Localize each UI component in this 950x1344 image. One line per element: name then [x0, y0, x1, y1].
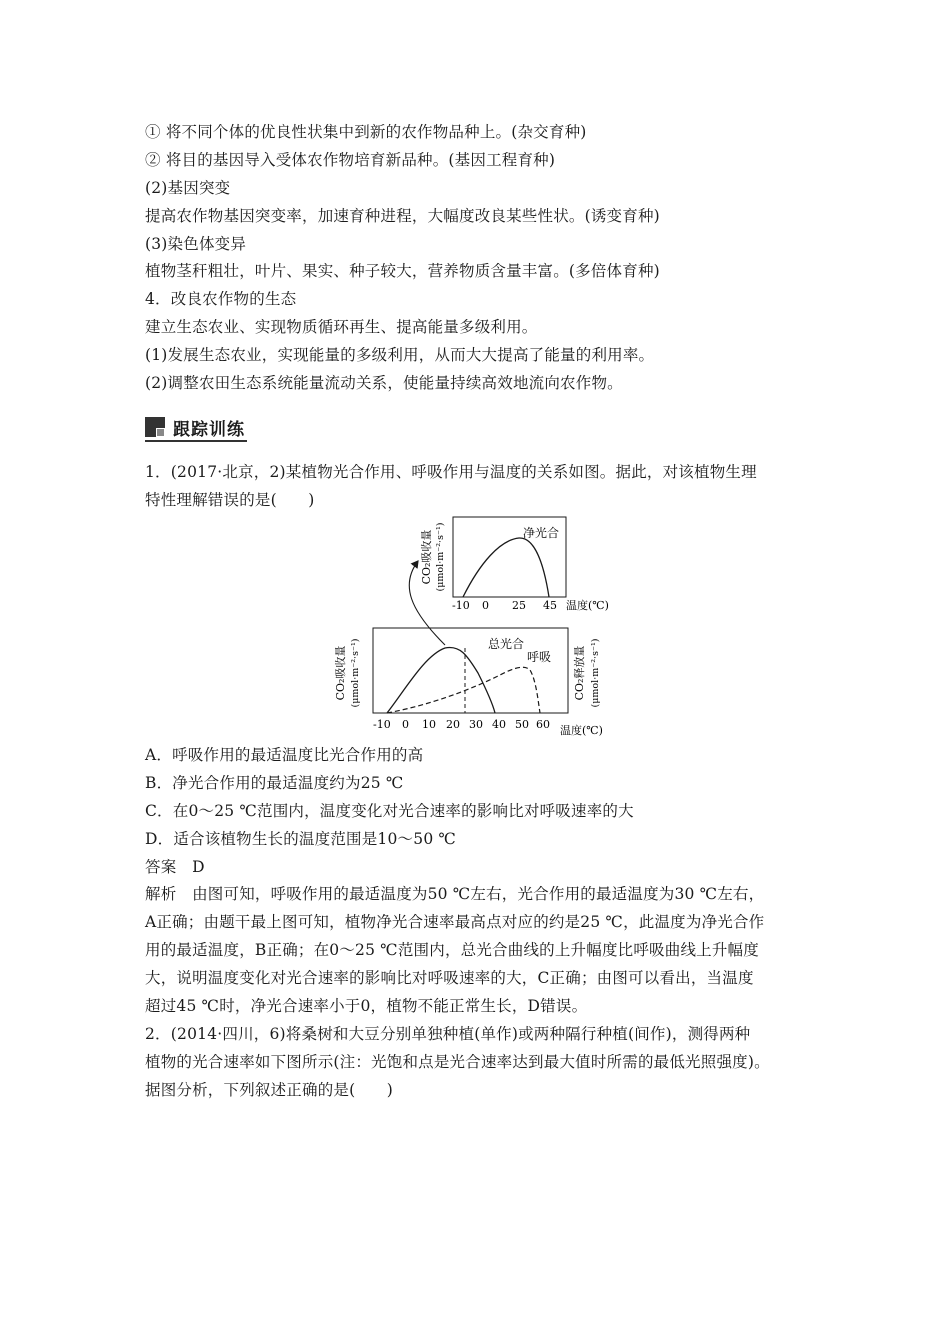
top-chart-yunit: (μmol·m⁻²·s⁻¹)	[435, 522, 446, 592]
intro-line: ② 将目的基因导入受体农作物培育新品种。(基因工程育种)	[145, 151, 556, 169]
bottom-chart-frame	[373, 628, 568, 713]
q1-answer: 答案 D	[145, 858, 205, 876]
bottom-xtick: 10	[422, 718, 436, 731]
bottom-xtick: 20	[446, 718, 460, 731]
intro-line: 植物茎秆粗壮，叶片、果实、种子较大，营养物质含量丰富。(多倍体育种)	[145, 262, 660, 280]
bottom-xtick: 60	[536, 718, 550, 731]
top-chart-xlabel: 温度(℃)	[566, 599, 609, 612]
section-heading	[145, 414, 245, 440]
q1-option-b: B．净光合作用的最适温度约为25 ℃	[145, 774, 404, 792]
intro-line: (1)发展生态农业，实现能量的多级利用，从而大大提高了能量的利用率。	[145, 346, 655, 364]
q2-stem-line: 植物的光合速率如下图所示(注：光饱和点是光合速率达到最大值时所需的最低光照强度)。	[145, 1053, 770, 1071]
bottom-chart-ylabel-left: CO₂吸收量	[334, 645, 347, 701]
bottom-chart-yunit-left: (μmol·m⁻²·s⁻¹)	[350, 638, 361, 708]
series-net-photosynthesis-curve	[463, 538, 549, 597]
top-chart-ylabel: CO₂吸收量	[420, 529, 433, 585]
bottom-xtick: 40	[492, 718, 506, 731]
intro-line: ① 将不同个体的优良性状集中到新的农作物品种上。(杂交育种)	[145, 123, 587, 141]
q1-analysis-line: 用的最适温度，B正确；在0～25 ℃范围内，总光合曲线的上升幅度比呼吸曲线上升幅度	[145, 941, 759, 959]
series-total-photosynthesis-label: 总光合	[488, 637, 525, 651]
top-xtick: 0	[482, 599, 489, 612]
q1-option-a: A．呼吸作用的最适温度比光合作用的高	[145, 746, 424, 764]
bottom-xtick: 30	[469, 718, 483, 731]
q1-analysis-line: A正确；由题干最上图可知，植物净光合速率最高点对应的约是25 ℃，此温度为净光合作	[145, 913, 765, 931]
intro-line: 提高农作物基因突变率，加速育种进程，大幅度改良某些性状。(诱变育种)	[145, 207, 660, 225]
section-title: 跟踪训练	[173, 419, 245, 440]
intro-line: (2)基因突变	[145, 179, 231, 197]
intro-line: (2)调整农田生态系统能量流动关系，使能量持续高效地流向农作物。	[145, 374, 623, 392]
q1-analysis-line: 解析 由图可知，呼吸作用的最适温度为50 ℃左右，光合作用的最适温度为30 ℃左右，	[145, 885, 765, 903]
intro-line: 建立生态农业、实现物质循环再生、提高能量多级利用。	[145, 318, 538, 336]
top-xtick: -10	[452, 599, 470, 612]
top-xtick: 25	[512, 599, 526, 612]
q1-figure	[330, 515, 620, 740]
bottom-chart-ylabel-right: CO₂释放量	[573, 645, 586, 701]
q1-analysis-line: 大，说明温度变化对光合速率的影响比对呼吸速率的大，C正确；由图可以看出，当温度	[145, 969, 754, 987]
q1-stem-line: 1．(2017·北京，2)某植物光合作用、呼吸作用与温度的关系如图。据此，对该植物生理	[145, 463, 757, 481]
intro-line: 4．改良农作物的生态	[145, 290, 297, 308]
section-underline	[145, 440, 247, 442]
q1-option-d: D．适合该植物生长的温度范围是10～50 ℃	[145, 830, 457, 848]
series-respiration-label: 呼吸	[527, 650, 552, 664]
series-total-photosynthesis-curve	[387, 647, 495, 713]
q2-stem-line: 据图分析，下列叙述正确的是( )	[145, 1081, 393, 1099]
top-xtick: 45	[543, 599, 557, 612]
bottom-xtick: -10	[373, 718, 391, 731]
q1-analysis-line: 超过45 ℃时，净光合速率小于0，植物不能正常生长，D错误。	[145, 997, 588, 1015]
series-respiration-curve	[387, 667, 540, 713]
q1-stem-line: 特性理解错误的是( )	[145, 491, 315, 509]
bottom-chart-yunit-right: (μmol·m⁻²·s⁻¹)	[590, 638, 601, 708]
bottom-chart-xlabel: 温度(℃)	[560, 724, 603, 737]
bottom-xtick: 50	[515, 718, 529, 731]
q2-stem-line: 2．(2014·四川，6)将桑树和大豆分别单独种植(单作)或两种隔行种植(间作)，测得两种	[145, 1025, 751, 1043]
q1-option-c: C．在0～25 ℃范围内，温度变化对光合速率的影响比对呼吸速率的大	[145, 802, 634, 820]
section-square-icon	[145, 417, 165, 437]
series-net-photosynthesis-label: 净光合	[523, 526, 560, 540]
intro-line: (3)染色体变异	[145, 235, 247, 253]
bottom-xtick: 0	[402, 718, 409, 731]
